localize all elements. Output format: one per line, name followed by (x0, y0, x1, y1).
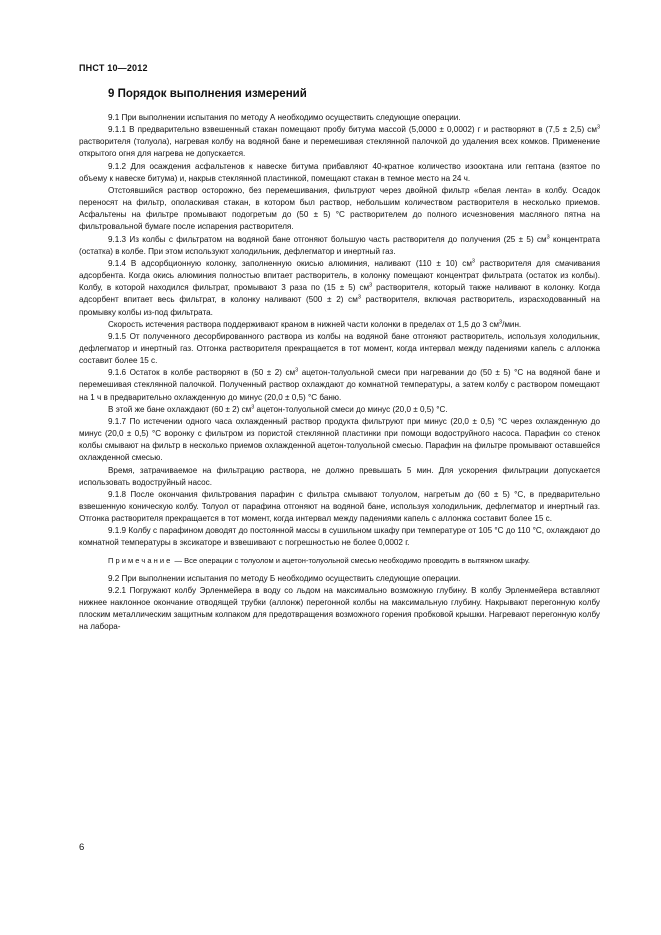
paragraph-9-1-9: 9.1.9 Колбу с парафином доводят до постоянной массы в сушильном шкафу при температуре от 105 °С до 110 °С, охлаждают до комнатной температуры в эксикаторе и взвешивают с погрешностью не более 0,0002 г. (79, 526, 600, 548)
paragraph-9-1-1: 9.1.1 В предварительно взвешенный стакан помещают пробу битума массой (5,0000 ± 0,0002) г и растворяют в (7,5 ± 2,5) $см^3$ растворителя (толуола), нагревая колбу на водяной бане и перемешивая стеклянной палочкой до удаления всех комков. Применение открытого огня для нагрева не допускается. (79, 124, 600, 159)
note-text: — Все операции с толуолом и ацетон-толуольной смесью необходимо проводить в вытяжном шкафу. (172, 555, 530, 565)
document-code: ПНСТ 10—2012 (79, 63, 148, 73)
paragraph-9-1-5: 9.1.5 От полученного десорбированного раствора из колбы на водяной бане отгоняют растворитель, используя холодильник, дефлегматор и инертный газ. Отгонка растворителя прекращается в тот момент, когда интервал между падениями капель с аллонжа составит более 15 с. (79, 331, 600, 366)
paragraph-flow-speed: Скорость истечения раствора поддерживают краном в нижней части колонки в пределах от 1,5 до 3 $см^3$/мин. (108, 319, 522, 329)
paragraph-9-2-1: 9.2.1 Погружают колбу Эрленмейера в воду со льдом на максимально возможную глубину. В колбу Эрленмейера вставляют нижнее наклонное окончание отводящей трубки (аллонж) перегонной колбы на максимальную глубину. Накрывают перегонную колбу плоским металлическим защитным колпаком для предотвращения возможного горения пробковой крышки. Нагревают перегонную колбу на лабора- (79, 585, 600, 632)
note-label: Примечание (108, 555, 173, 565)
section-heading: 9 Порядок выполнения измерений (108, 88, 307, 100)
paragraph-9-1-2: 9.1.2 Для осаждения асфальтенов к навеске битума прибавляют 40-кратное количество изооктана или гептана (взятое по объему к навеске битума) и, накрыв стеклянной пластинкой, помещают стакан в темное место на 24 ч. (79, 161, 600, 183)
paragraph-9-1-4: 9.1.4 В адсорбционную колонку, заполненную окисью алюминия, наливают (110 ± 10) $см^3$ растворителя для смачивания адсорбента. Когда окись алюминия полностью впитает растворитель, в колонку помещают концентрат фильтрата (остаток из колбы). Колбу, в которой находился фильтрат, промывают 3 раза по (15 ± 5) $см^3$ растворителя, который также наливают в колонку. Когда адсорбент впитает весь фильтрат, в колонку наливают (500 ± 2) $см^3$ растворителя, включая растворитель, израсходованный на промывку колбы из-под фильтрата. (79, 258, 600, 317)
page-number: 6 (79, 842, 85, 853)
paragraph-9-1-6: 9.1.6 Остаток в колбе растворяют в (50 ± 2) $см^3$ ацетон-толуольной смеси при нагревании до (50 ± 5) °С на водяной бане и перемешивая стеклянной палочкой. Полученный раствор охлаждают до комнатной температуры, а затем колбу с раствором помещают на 1 ч в предварительно охлажденную до минус (20,0 ± 0,5) °С баню. (79, 367, 600, 402)
paragraph-same-bath: В этой же бане охлаждают (60 ± 2) $см^3$ ацетон-толуольной смеси до минус (20,0 ± 0,5) °С. (108, 404, 448, 414)
paragraph-9-1-8: 9.1.8 После окончания фильтрования парафин с фильтра смывают толуолом, нагретым до (60 ± 5) °С, в предварительно взвешенную коническую колбу. Толуол от парафина отгоняют на водяной бане, используя холодильник, дефлегматор и инертный газ. Отгонка растворителя прекращается в тот момент, когда интервал между падениями капель с аллонжа составит более 15 с. (79, 489, 600, 524)
body-text (79, 112, 600, 633)
note (79, 555, 600, 566)
paragraph-settled-solution: Отстоявшийся раствор осторожно, без перемешивания, фильтруют через двойной фильтр «белая лента» в колбу. Осадок переносят на фильтр, ополаскивая стакан, в котором был раствор, небольшим количеством растворителя в несколько приемов. Асфальтены на фильтре промывают подогретым до (50 ± 5) °С растворителем до полного исчезновения масляного пятна на фильтровальной бумаге после испарения растворителя. (79, 185, 600, 232)
paragraph-9-2: 9.2 При выполнении испытания по методу Б необходимо осуществить следующие операции. (108, 573, 461, 583)
paragraph-filtration-time: Время, затрачиваемое на фильтрацию раствора, не должно превышать 5 мин. Для ускорения фильтрации допускается использовать водоструйный насос. (79, 465, 600, 487)
paragraph-9-1-7: 9.1.7 По истечении одного часа охлажденный раствор продукта фильтруют при минус (20,0 ± 0,5) °С через охлажденную до минус (20,0 ± 0,5) °С воронку с фильтром из пористой стеклянной пластинки при помощи водоструйного насоса. Парафин со стенок колбы смывают на фильтр в несколько приемов охлажденной ацетон-толуольной смесью. Парафин на фильтре промывают оставшейся охлажденной смесью. (79, 416, 600, 463)
paragraph-9-1: 9.1 При выполнении испытания по методу А необходимо осуществить следующие операции. (108, 113, 461, 122)
paragraph-9-1-3: 9.1.3 Из колбы с фильтратом на водяной бане отгоняют большую часть растворителя до получения (25 ± 5) $см^3$ концентрата (остатка) в колбе. При этом используют холодильник, дефлегматор и инертный газ. (79, 234, 600, 256)
